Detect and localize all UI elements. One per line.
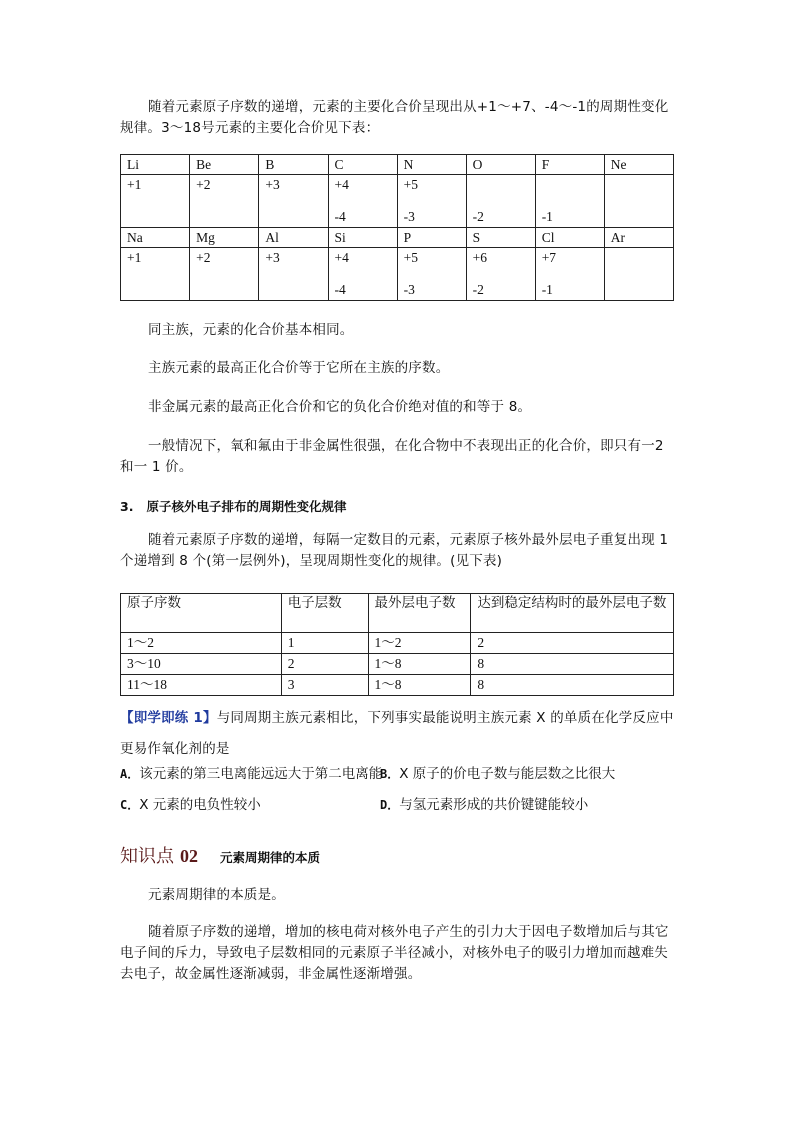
element-cell: F <box>535 155 604 175</box>
element-cell: Mg <box>190 228 259 248</box>
rule-same-group: 同主族，元素的化合价基本相同。 <box>148 322 354 338</box>
element-cell: N <box>397 155 466 175</box>
element-cell: Al <box>259 228 328 248</box>
cell: 1～8 <box>368 675 471 696</box>
negative-valence: -3 <box>403 282 415 297</box>
table-row <box>121 633 674 654</box>
section-title: 原子核外电子排布的周期性变化规律 <box>146 499 347 514</box>
option-text: 该元素的第三电离能远远大于第二电离能 <box>139 766 383 782</box>
table-row-period2-elements <box>121 155 674 175</box>
rule-sum-eight: 非金属元素的最高正化合价和它的负化合价绝对值的和等于 8。 <box>148 399 532 415</box>
option-text: X 原子的价电子数与能层数之比很大 <box>399 766 616 782</box>
positive-valence: +2 <box>196 177 211 192</box>
cell: 1～2 <box>121 633 282 654</box>
header-cell: 电子层数 <box>281 594 368 633</box>
option-label: A． <box>120 767 140 781</box>
option-d[interactable] <box>380 795 588 816</box>
element-cell: C <box>328 155 397 175</box>
negative-valence: -3 <box>403 209 415 224</box>
element-cell: B <box>259 155 328 175</box>
option-text: 与氢元素形成的共价键键能较小 <box>399 797 589 813</box>
cell: 1～2 <box>368 633 471 654</box>
cell: 8 <box>471 654 674 675</box>
table-row-period2-valences <box>121 175 674 228</box>
cell: 1 <box>281 633 368 654</box>
valence-cell <box>190 248 259 301</box>
valence-cell <box>328 248 397 301</box>
negative-valence: -2 <box>472 209 484 224</box>
section-3-paragraph: 随着元素原子序数的递增，每隔一定数目的元素，元素原子核外最外层电子重复出现 1 个递增到 8 个(第一层例外)，呈现周期性变化的规律。(见下表) <box>120 532 669 569</box>
valence-cell <box>535 248 604 301</box>
positive-valence: +1 <box>127 177 142 192</box>
cell: 11～18 <box>121 675 282 696</box>
element-cell: Si <box>328 228 397 248</box>
element-cell: Ar <box>604 228 673 248</box>
valence-cell <box>121 175 190 228</box>
valence-cell <box>535 175 604 228</box>
positive-valence: +3 <box>265 177 280 192</box>
option-label: B． <box>380 767 400 781</box>
valence-cell <box>397 175 466 228</box>
valence-cell <box>121 248 190 301</box>
table-row <box>121 675 674 696</box>
negative-valence: -2 <box>472 282 484 297</box>
valence-cell <box>397 248 466 301</box>
positive-valence: +4 <box>334 177 349 192</box>
valence-cell <box>466 248 535 301</box>
cell: 2 <box>281 654 368 675</box>
knowledge-point-number: 02 <box>180 846 198 866</box>
header-cell: 原子序数 <box>121 594 282 633</box>
cell: 3～10 <box>121 654 282 675</box>
element-cell: Cl <box>535 228 604 248</box>
exercise-question-text: 与同周期主族元素相比，下列事实最能说明主族元素 X 的单质在化学反应中更易作氧化剂的是 <box>120 710 674 757</box>
valence-cell <box>259 175 328 228</box>
negative-valence: -4 <box>334 282 346 297</box>
negative-valence: -1 <box>541 209 553 224</box>
option-text: X 元素的电负性较小 <box>139 797 261 813</box>
valence-table <box>120 154 674 301</box>
element-cell: Li <box>121 155 190 175</box>
knowledge-point-title: 元素周期律的本质 <box>220 850 321 865</box>
option-c[interactable] <box>120 795 261 816</box>
knowledge-point-label: 知识点 <box>120 846 174 867</box>
header-cell: 达到稳定结构时的最外层电子数 <box>471 594 674 633</box>
exercise-tag: 【即学即练 1】 <box>120 710 217 726</box>
valence-cell <box>259 248 328 301</box>
element-cell: Be <box>190 155 259 175</box>
rule-max-positive: 主族元素的最高正化合价等于它所在主族的序数。 <box>148 360 450 376</box>
negative-valence: -1 <box>541 282 553 297</box>
electron-table <box>120 593 674 696</box>
knowledge-point-heading <box>120 842 320 868</box>
positive-valence: +1 <box>127 250 142 265</box>
cell: 8 <box>471 675 674 696</box>
valence-cell <box>604 175 673 228</box>
negative-valence: -4 <box>334 209 346 224</box>
positive-valence: +3 <box>265 250 280 265</box>
rule-oxygen-fluorine: 一般情况下，氧和氟由于非金属性很强，在化合物中不表现出正的化合价，即只有一2 和一 1 价。 <box>120 438 664 475</box>
valence-cell <box>190 175 259 228</box>
intro-paragraph: 随着元素原子序数的递增，元素的主要化合价呈现出从+1～+7、-4～-1的周期性变化规律。3～18号元素的主要化合价见下表： <box>120 99 669 136</box>
knowledge-point-paragraph: 随着原子序数的递增，增加的核电荷对核外电子产生的引力大于因电子数增加后与其它电子间的斥力，导致电子层数相同的元素原子半径减小，对核外电子的吸引力增加而越难失去电子，故金属性逐渐减弱，非金属性逐渐增强。 <box>120 924 669 982</box>
table-row-period3-elements <box>121 228 674 248</box>
cell: 2 <box>471 633 674 654</box>
element-cell: P <box>397 228 466 248</box>
option-a[interactable] <box>120 764 382 785</box>
header-cell: 最外层电子数 <box>368 594 471 633</box>
valence-cell <box>466 175 535 228</box>
positive-valence: +5 <box>403 177 418 192</box>
option-label: D． <box>380 798 400 812</box>
positive-valence: +6 <box>472 250 488 265</box>
element-cell: Na <box>121 228 190 248</box>
element-cell: O <box>466 155 535 175</box>
section-3-heading <box>120 497 347 515</box>
section-number: 3. <box>120 499 134 514</box>
element-cell: S <box>466 228 535 248</box>
positive-valence: +7 <box>541 250 557 265</box>
valence-cell <box>328 175 397 228</box>
option-b[interactable] <box>380 764 615 785</box>
cell: 1～8 <box>368 654 471 675</box>
table-row-period3-valences <box>121 248 674 301</box>
positive-valence: +5 <box>403 250 418 265</box>
exercise-question <box>120 703 680 765</box>
table-row <box>121 654 674 675</box>
positive-valence: +4 <box>334 250 349 265</box>
valence-cell <box>604 248 673 301</box>
option-label: C． <box>120 798 140 812</box>
cell: 3 <box>281 675 368 696</box>
knowledge-point-summary: 元素周期律的本质是。 <box>148 887 285 903</box>
element-cell: Ne <box>604 155 673 175</box>
positive-valence: +2 <box>196 250 211 265</box>
table-header-row <box>121 594 674 633</box>
